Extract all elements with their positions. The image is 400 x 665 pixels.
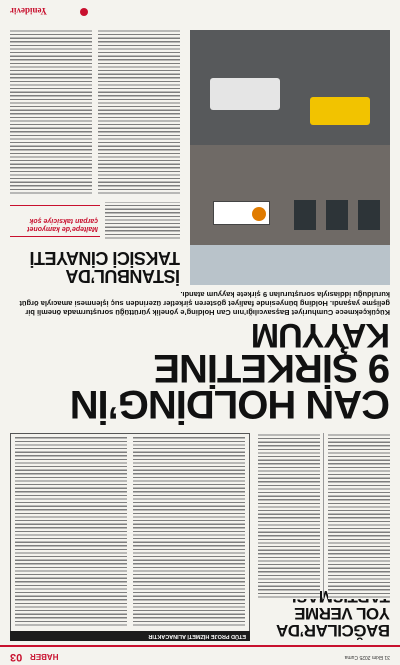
headline-line-3: KAYYUM [251, 316, 390, 354]
page-number: 03 [10, 651, 23, 663]
taxi-icon [310, 97, 370, 125]
tender-notice-header: ETÜD PROJE HİZMETİ ALINACAKTIR [10, 631, 250, 641]
holding-logo-icon [252, 207, 266, 221]
main-story-body-2 [10, 30, 92, 195]
issue-date: 31 Ekim 2025 Cuma [344, 654, 390, 660]
side-story-body [328, 433, 390, 599]
pull-quote: Maltepe’de kamyonet çarpan taksiciye şok [27, 217, 98, 232]
side-story-body-2 [258, 433, 320, 599]
main-headline [10, 316, 390, 426]
section-label: HABER [30, 652, 59, 661]
tender-notice-body-2 [15, 437, 127, 627]
tender-notice-body [133, 437, 245, 627]
brand-name: Yenidevir [10, 6, 47, 16]
main-story-spot: Küçükçekmece Cumhuriyet Başsavcılığı’nın Can Holding’e yönelik yürüttüğü soruşturmada önemli bir gelişme yaşandı. Holding bünyesinde faaliyet gösteren şirketler üzerinden suç işlenmesi amacıyla örgüt kurulduğu iddiasıyla soruşturulan 9 şirkete kayyum atandı. [19, 290, 390, 317]
brand-logo-icon [80, 8, 88, 16]
side-story-headline: BAĞCILAR’DA YOL VERME [277, 604, 390, 640]
masthead [0, 645, 400, 665]
news-photo [190, 30, 390, 285]
taxi-story-body [105, 202, 180, 240]
quote-box [10, 205, 100, 237]
main-story-body [98, 30, 180, 195]
column-divider [323, 433, 324, 599]
headline-line-1: CAN HOLDİNG’İN [70, 382, 390, 426]
taxi-story-headline: İSTANBUL’DA TAKSİCİ CİNAYETİ [29, 248, 180, 286]
headline-line-2: 9 ŞİRKETİNE [154, 346, 390, 390]
